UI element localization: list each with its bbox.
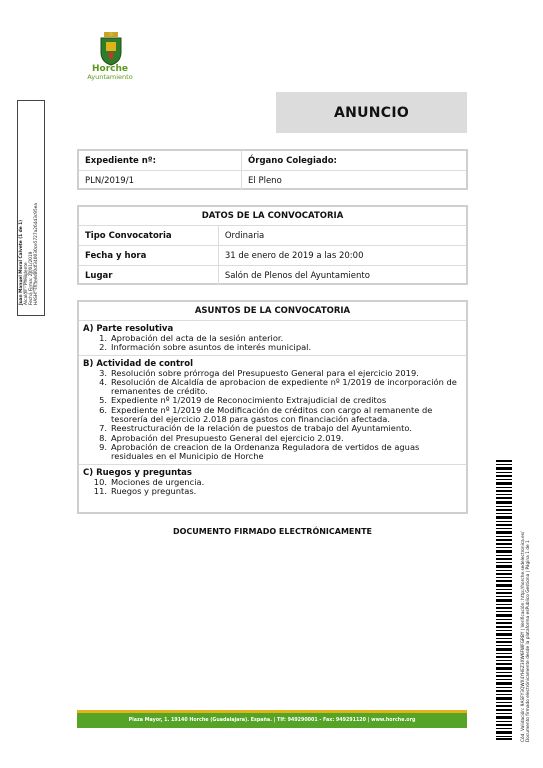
tipo-value: Ordinaria	[218, 226, 466, 246]
fecha-label: Fecha y hora	[79, 246, 218, 266]
expediente-value: PLN/2019/1	[79, 171, 242, 191]
datos-title: DATOS DE LA CONVOCATORIA	[201, 211, 344, 221]
list-item: 5. Expediente nº 1/2019 de Reconocimiento Extrajudicial de creditos	[99, 395, 387, 406]
list-item: 10. Mociones de urgencia.	[93, 476, 205, 487]
validation-text	[521, 452, 531, 742]
validation-platform: Documento firmado electrónicamente desde la plataforma esPublico Gestiona | Página 1 de 1	[526, 540, 531, 742]
section-heading: B) Actividad de control	[83, 358, 193, 369]
logo-name: Horche	[92, 64, 128, 74]
footer-bar: Plaza Mayor, 1. 19140 Horche (Guadalajara). España. | Tlf: 949290001 - Fax: 949291120 | www.horche.org	[77, 710, 467, 728]
signer-name: Juan Manuel Moral Calvete (1 de 1)	[19, 219, 24, 305]
signed-notice: DOCUMENTO FIRMADO ELECTRÓNICAMENTE	[172, 527, 373, 536]
list-item: 8. Aprobación del Presupuesto General del ejercicio 2.019.	[99, 432, 344, 443]
datos-convocatoria-box	[77, 205, 468, 285]
section-parte-resolutiva	[79, 321, 466, 356]
list-item: 11. Ruegos y preguntas.	[93, 485, 197, 496]
signature-hash: HASH: 7b5c4c80df340030ce5727a264d3c95ea	[34, 202, 39, 305]
signer-role: Alcalde - Presidente	[24, 262, 29, 305]
organo-label: Órgano Colegiado:	[242, 151, 466, 171]
list-item: 6. Expediente nº 1/2019 de Modificación de créditos con cargo al remanente de tesorería del ejercicio 2.018 para gastos con financiación afectada.	[99, 404, 433, 425]
asuntos-box	[77, 300, 468, 514]
list-item: 3. Resolución sobre prórroga del Presupuesto General para el ejercicio 2019.	[99, 367, 419, 378]
section-heading: C) Ruegos y preguntas	[83, 467, 192, 478]
section-ruegos-preguntas	[79, 465, 466, 499]
list-item: 7. Reestructuración de la relación de puestos de trabajo del Ayuntamiento.	[99, 423, 412, 434]
logo-subtitle: Ayuntamiento	[87, 73, 133, 81]
list-item: 9. Aprobación de creacion de la Ordenanza Reguladora de vertidos de aguas residuales en el Municipio de Horche	[99, 441, 420, 462]
expediente-box	[77, 149, 468, 190]
asuntos-title: ASUNTOS DE LA CONVOCATORIA	[79, 302, 466, 321]
fecha-value: 31 de enero de 2019 a las 20:00	[218, 246, 466, 266]
validation-code: Cód. Validación: 9ASFY3QWX4YHEZ3XW6FWFGRBY | Verificación: http://horche.sedelectronica.es/	[521, 531, 526, 742]
expediente-label: Expediente nº:	[85, 155, 156, 166]
tipo-label: Tipo Convocatoria	[79, 226, 218, 246]
organo-value: El Pleno	[242, 171, 466, 191]
list-item: 1. Aprobación del acta de la sesión anterior.	[99, 333, 284, 343]
section-actividad-control	[79, 356, 466, 465]
signature-date: Fecha Firma: 28/01/2019	[29, 251, 34, 305]
list-item: 2. Información sobre asuntos de interés municipal.	[99, 342, 312, 353]
lugar-label: Lugar	[79, 266, 218, 286]
section-heading: A) Parte resolutiva	[83, 324, 174, 334]
page-title: ANUNCIO	[276, 92, 467, 133]
signature-seal-icon	[21, 268, 39, 296]
list-item: 4. Resolución de Alcaldía de aprobacion de expediente nº 1/2019 de incorporación de remanentes de crédito.	[99, 376, 457, 397]
barcode-icon	[496, 460, 512, 740]
lugar-value: Salón de Plenos del Ayuntamiento	[218, 266, 466, 286]
